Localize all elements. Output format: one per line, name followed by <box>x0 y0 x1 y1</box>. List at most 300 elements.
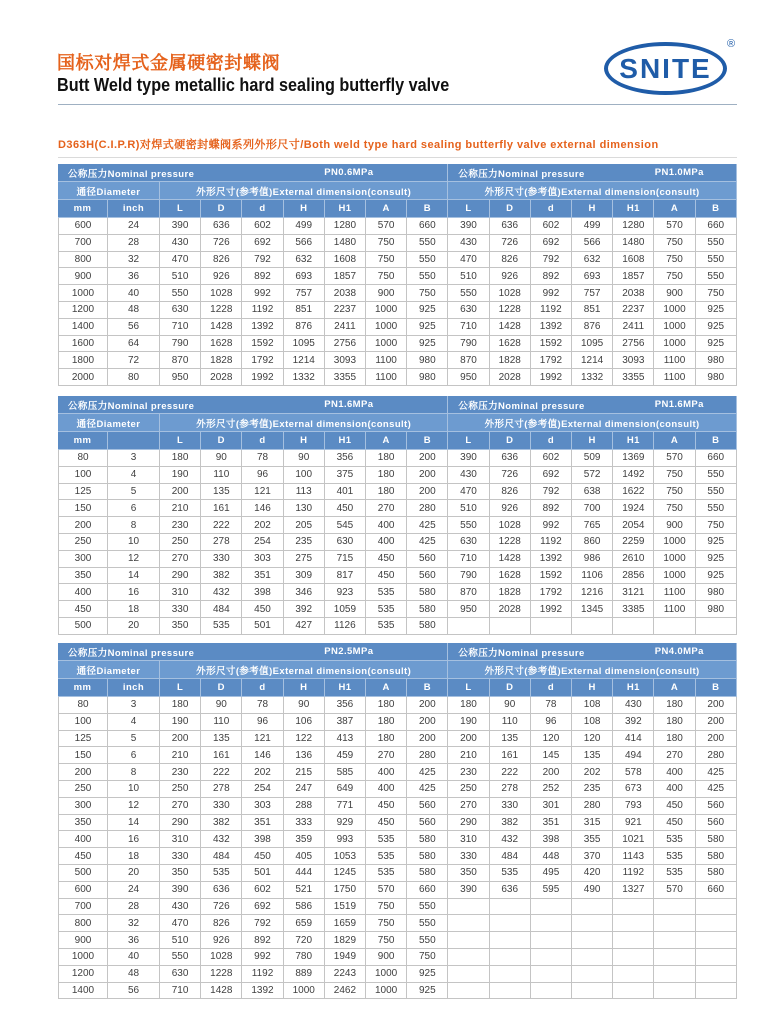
table-cell: 2259 <box>613 534 654 551</box>
pressure-label: 公称压力Nominal pressure <box>458 400 585 412</box>
table-cell: 390 <box>160 218 201 235</box>
table-cell: 1828 <box>490 584 531 601</box>
table-cell <box>613 899 654 916</box>
table-cell: 535 <box>654 831 695 848</box>
table-cell: 726 <box>490 467 531 484</box>
table-cell: 1369 <box>613 450 654 467</box>
table-cell: 1628 <box>201 336 242 353</box>
table-cell: 1332 <box>284 369 325 386</box>
table-cell: 146 <box>242 500 283 517</box>
table-cell: 550 <box>696 268 737 285</box>
table-cell: 351 <box>531 815 572 832</box>
table-cell: 630 <box>160 302 201 319</box>
table-cell: 1828 <box>201 352 242 369</box>
table-cell: 80 <box>58 697 108 714</box>
table-cell: 8 <box>108 764 160 781</box>
table-cell: 250 <box>160 781 201 798</box>
table-cell: 359 <box>284 831 325 848</box>
column-header: L <box>448 432 489 450</box>
table-cell: 550 <box>696 484 737 501</box>
table-cell: 602 <box>531 450 572 467</box>
table-cell <box>490 966 531 983</box>
column-header: B <box>696 200 737 218</box>
table-cell: 1480 <box>325 235 366 252</box>
table-cell: 570 <box>654 450 695 467</box>
table-cell: 1480 <box>613 235 654 252</box>
table-cell: 860 <box>572 534 613 551</box>
table-cell: 390 <box>160 882 201 899</box>
table-cell: 2462 <box>325 983 366 1000</box>
table-cell: 270 <box>160 798 201 815</box>
table-cell: 1659 <box>325 915 366 932</box>
table-cell: 1332 <box>572 369 613 386</box>
table-cell: 108 <box>572 714 613 731</box>
table-cell: 1800 <box>58 352 108 369</box>
table-cell: 12 <box>108 798 160 815</box>
table-cell: 570 <box>654 882 695 899</box>
table-cell: 350 <box>160 618 201 635</box>
table-cell: 649 <box>325 781 366 798</box>
table-cell: 351 <box>242 568 283 585</box>
table-cell: 80 <box>108 369 160 386</box>
table-cell: 1428 <box>490 551 531 568</box>
table-cell: 303 <box>242 551 283 568</box>
table-cell: 110 <box>201 467 242 484</box>
table-cell: 2756 <box>325 336 366 353</box>
table-cell: 700 <box>58 899 108 916</box>
table-cell: 1992 <box>531 601 572 618</box>
table-cell: 510 <box>160 268 201 285</box>
table-cell: 390 <box>448 882 489 899</box>
table-cell: 450 <box>654 798 695 815</box>
table-cell <box>490 915 531 932</box>
table-cell: 150 <box>58 747 108 764</box>
table-cell: 826 <box>201 915 242 932</box>
table-cell: 1000 <box>654 568 695 585</box>
column-header: D <box>490 200 531 218</box>
column-header: A <box>366 432 407 450</box>
table-cell: 190 <box>448 714 489 731</box>
table-cell: 390 <box>448 218 489 235</box>
pressure-label: 公称压力Nominal pressure <box>68 168 195 180</box>
table-cell: 200 <box>58 764 108 781</box>
table-cell: 222 <box>490 764 531 781</box>
table-cell: 4 <box>108 714 160 731</box>
table-cell: 32 <box>108 252 160 269</box>
table-cell: 40 <box>108 949 160 966</box>
table-cell: 414 <box>613 731 654 748</box>
table-cell: 180 <box>366 484 407 501</box>
table-cell: 570 <box>366 882 407 899</box>
column-header: d <box>531 679 572 697</box>
table-cell: 550 <box>696 235 737 252</box>
column-header: d <box>531 200 572 218</box>
table-cell: 200 <box>407 467 448 484</box>
pressure-header <box>58 164 448 182</box>
table-cell: 444 <box>284 865 325 882</box>
column-header: B <box>407 200 448 218</box>
table-cell: 2411 <box>325 319 366 336</box>
table-cell: 200 <box>407 450 448 467</box>
table-cell: 692 <box>242 899 283 916</box>
table-cell: 96 <box>242 714 283 731</box>
table-cell <box>490 899 531 916</box>
table-cell: 18 <box>108 601 160 618</box>
table-cell: 900 <box>654 517 695 534</box>
table-cell <box>531 618 572 635</box>
table-cell: 580 <box>407 831 448 848</box>
table-cell: 1592 <box>242 336 283 353</box>
table-cell: 270 <box>366 747 407 764</box>
table-cell: 726 <box>201 235 242 252</box>
table-cell: 750 <box>407 285 448 302</box>
table-cell: 300 <box>58 798 108 815</box>
table-cell: 1200 <box>58 966 108 983</box>
table-cell: 280 <box>407 500 448 517</box>
table-cell: 1327 <box>613 882 654 899</box>
column-header: A <box>654 200 695 218</box>
table-cell: 550 <box>407 235 448 252</box>
column-header: H <box>572 679 613 697</box>
table-cell: 400 <box>366 517 407 534</box>
table-cell <box>613 949 654 966</box>
table-cell: 400 <box>654 764 695 781</box>
table-cell: 1750 <box>325 882 366 899</box>
pressure-value: PN1.0MPa <box>654 167 704 178</box>
table-cell: 20 <box>108 618 160 635</box>
table-cell: 90 <box>201 697 242 714</box>
table-cell: 500 <box>58 618 108 635</box>
table-cell: 401 <box>325 484 366 501</box>
table-cell: 210 <box>160 747 201 764</box>
table-cell: 710 <box>448 551 489 568</box>
dimension-table-pn25-pn40 <box>58 643 737 999</box>
table-cell: 1028 <box>201 949 242 966</box>
table-cell: 660 <box>696 882 737 899</box>
table-cell: 499 <box>572 218 613 235</box>
table-cell: 400 <box>58 584 108 601</box>
table-cell: 230 <box>448 764 489 781</box>
table-cell <box>531 932 572 949</box>
table-cell <box>613 618 654 635</box>
table-cell: 929 <box>325 815 366 832</box>
table-cell: 180 <box>448 697 489 714</box>
table-cell: 580 <box>696 831 737 848</box>
table-cell: 450 <box>366 815 407 832</box>
table-cell: 450 <box>325 500 366 517</box>
table-cell: 413 <box>325 731 366 748</box>
column-header: B <box>696 432 737 450</box>
table-cell: 2756 <box>613 336 654 353</box>
table-cell <box>654 966 695 983</box>
table-cell: 1200 <box>58 302 108 319</box>
table-cell: 1000 <box>654 302 695 319</box>
table-cell: 330 <box>448 848 489 865</box>
column-header: B <box>407 432 448 450</box>
table-cell: 925 <box>407 319 448 336</box>
table-cell: 382 <box>201 815 242 832</box>
table-cell: 387 <box>325 714 366 731</box>
table-cell: 595 <box>531 882 572 899</box>
table-cell <box>448 983 489 1000</box>
table-cell: 692 <box>531 235 572 252</box>
table-cell: 570 <box>366 218 407 235</box>
table-cell <box>448 618 489 635</box>
table-cell: 180 <box>366 467 407 484</box>
table-cell: 3121 <box>613 584 654 601</box>
table-cell: 1600 <box>58 336 108 353</box>
column-header <box>108 432 160 450</box>
table-cell: 150 <box>58 500 108 517</box>
table-cell <box>613 915 654 932</box>
table-cell: 425 <box>407 764 448 781</box>
table-cell: 210 <box>448 747 489 764</box>
table-cell: 992 <box>531 285 572 302</box>
table-cell: 1280 <box>613 218 654 235</box>
table-cell: 926 <box>490 268 531 285</box>
table-cell: 1100 <box>366 369 407 386</box>
table-cell: 235 <box>572 781 613 798</box>
column-header: inch <box>108 679 160 697</box>
table-cell <box>531 966 572 983</box>
table-cell: 1100 <box>654 584 695 601</box>
table-cell: 392 <box>284 601 325 618</box>
table-cell: 560 <box>696 815 737 832</box>
table-cell: 278 <box>490 781 531 798</box>
table-cell: 1100 <box>654 601 695 618</box>
table-cell: 870 <box>448 584 489 601</box>
table-cell: 200 <box>531 764 572 781</box>
table-cell: 36 <box>108 268 160 285</box>
table-cell: 692 <box>531 467 572 484</box>
table-cell: 1392 <box>242 319 283 336</box>
table-cell: 710 <box>160 319 201 336</box>
table-cell: 490 <box>572 882 613 899</box>
table-cell <box>490 949 531 966</box>
table-cell: 550 <box>407 899 448 916</box>
column-header: H1 <box>613 679 654 697</box>
table-cell: 180 <box>654 714 695 731</box>
table-cell: 1000 <box>366 302 407 319</box>
table-cell: 720 <box>284 932 325 949</box>
table-cell: 301 <box>531 798 572 815</box>
table-cell: 36 <box>108 932 160 949</box>
table-cell: 926 <box>201 932 242 949</box>
pressure-value: PN0.6MPa <box>324 167 374 178</box>
table-cell: 950 <box>448 601 489 618</box>
table-cell: 925 <box>696 336 737 353</box>
table-cell: 1000 <box>58 285 108 302</box>
table-cell: 550 <box>407 932 448 949</box>
table-cell: 113 <box>284 484 325 501</box>
table-cell: 78 <box>242 697 283 714</box>
table-cell <box>572 618 613 635</box>
table-cell: 247 <box>284 781 325 798</box>
table-cell <box>531 949 572 966</box>
pressure-label: 公称压力Nominal pressure <box>458 168 585 180</box>
diameter-header: 通径Diameter <box>58 182 160 200</box>
table-cell: 521 <box>284 882 325 899</box>
table-cell: 215 <box>284 764 325 781</box>
table-cell: 484 <box>490 848 531 865</box>
table-cell: 510 <box>160 932 201 949</box>
table-cell <box>572 899 613 916</box>
table-cell: 750 <box>366 932 407 949</box>
table-cell: 570 <box>654 218 695 235</box>
table-cell: 100 <box>58 467 108 484</box>
table-cell: 356 <box>325 697 366 714</box>
table-cell: 375 <box>325 467 366 484</box>
table-cell: 202 <box>572 764 613 781</box>
table-cell: 10 <box>108 781 160 798</box>
table-cell: 560 <box>407 551 448 568</box>
table-cell: 586 <box>284 899 325 916</box>
table-cell: 600 <box>58 218 108 235</box>
table-cell: 3385 <box>613 601 654 618</box>
table-cell: 1192 <box>242 966 283 983</box>
table-cell: 100 <box>284 467 325 484</box>
table-cell: 580 <box>696 865 737 882</box>
table-cell: 535 <box>366 618 407 635</box>
table-cell: 750 <box>366 899 407 916</box>
table-cell: 792 <box>531 484 572 501</box>
table-cell: 370 <box>572 848 613 865</box>
table-cell: 750 <box>654 484 695 501</box>
table-cell: 90 <box>201 450 242 467</box>
table-cell: 826 <box>490 484 531 501</box>
table-cell: 430 <box>613 697 654 714</box>
dimension-header: 外形尺寸(参考值)External dimension(consult) <box>160 661 448 679</box>
table-cell: 450 <box>58 848 108 865</box>
table-cell: 925 <box>696 319 737 336</box>
table-cell: 1021 <box>613 831 654 848</box>
table-cell: 448 <box>531 848 572 865</box>
table-cell: 161 <box>490 747 531 764</box>
table-cell: 550 <box>407 252 448 269</box>
dimension-table-pn06-pn10 <box>58 164 737 386</box>
pressure-label: 公称压力Nominal pressure <box>68 647 195 659</box>
column-header: D <box>201 200 242 218</box>
table-cell: 1100 <box>654 352 695 369</box>
table-cell: 290 <box>160 815 201 832</box>
column-header: d <box>531 432 572 450</box>
dimension-header: 外形尺寸(参考值)External dimension(consult) <box>448 414 736 432</box>
table-cell: 726 <box>490 235 531 252</box>
table-cell: 425 <box>696 781 737 798</box>
table-cell: 200 <box>448 731 489 748</box>
table-cell: 1608 <box>613 252 654 269</box>
table-cell: 2237 <box>325 302 366 319</box>
table-cell: 950 <box>448 369 489 386</box>
table-cell: 1106 <box>572 568 613 585</box>
table-cell: 430 <box>160 899 201 916</box>
table-cell: 432 <box>201 584 242 601</box>
table-cell: 200 <box>58 517 108 534</box>
table-cell: 926 <box>490 500 531 517</box>
table-cell: 693 <box>572 268 613 285</box>
table-cell: 993 <box>325 831 366 848</box>
table-cell: 535 <box>201 865 242 882</box>
table-cell: 750 <box>696 285 737 302</box>
table-cell <box>654 932 695 949</box>
table-cell: 28 <box>108 235 160 252</box>
table-cell <box>531 915 572 932</box>
table-cell <box>490 983 531 1000</box>
table-cell: 288 <box>284 798 325 815</box>
table-cell: 870 <box>448 352 489 369</box>
table-cell: 400 <box>366 534 407 551</box>
table-cell: 550 <box>696 500 737 517</box>
table-cell <box>572 915 613 932</box>
table-cell: 1592 <box>531 568 572 585</box>
table-cell: 270 <box>160 551 201 568</box>
column-header: H1 <box>325 200 366 218</box>
table-cell: 270 <box>448 798 489 815</box>
table-cell: 800 <box>58 915 108 932</box>
table-cell: 921 <box>613 815 654 832</box>
pressure-value: PN1.6MPa <box>324 399 374 410</box>
table-cell: 550 <box>448 517 489 534</box>
table-cell <box>654 618 695 635</box>
table-cell: 400 <box>366 781 407 798</box>
table-cell: 1028 <box>201 285 242 302</box>
table-cell: 572 <box>572 467 613 484</box>
table-cell: 992 <box>242 285 283 302</box>
table-cell: 560 <box>407 798 448 815</box>
table-cell: 355 <box>572 831 613 848</box>
column-header: d <box>242 432 283 450</box>
table-cell: 580 <box>407 601 448 618</box>
table-cell: 2237 <box>613 302 654 319</box>
table-cell: 1228 <box>201 302 242 319</box>
table-cell: 2411 <box>613 319 654 336</box>
table-cell: 992 <box>531 517 572 534</box>
table-cell: 122 <box>284 731 325 748</box>
table-cell: 585 <box>325 764 366 781</box>
table-cell: 560 <box>407 568 448 585</box>
pressure-value: PN4.0MPa <box>654 646 704 657</box>
table-cell: 108 <box>572 697 613 714</box>
table-cell: 484 <box>201 848 242 865</box>
table-cell: 580 <box>696 848 737 865</box>
table-cell: 1592 <box>531 336 572 353</box>
table-cell: 32 <box>108 915 160 932</box>
table-cell: 600 <box>58 882 108 899</box>
table-cell: 12 <box>108 551 160 568</box>
table-cell: 660 <box>407 882 448 899</box>
table-cell: 636 <box>490 882 531 899</box>
table-cell: 636 <box>201 882 242 899</box>
table-cell: 500 <box>58 865 108 882</box>
table-cell: 235 <box>284 534 325 551</box>
table-cell: 800 <box>58 252 108 269</box>
table-cell: 550 <box>448 285 489 302</box>
dimension-header: 外形尺寸(参考值)External dimension(consult) <box>160 182 448 200</box>
table-cell: 275 <box>284 551 325 568</box>
table-cell: 135 <box>201 731 242 748</box>
table-cell: 545 <box>325 517 366 534</box>
table-cell: 550 <box>696 467 737 484</box>
table-cell: 1100 <box>654 369 695 386</box>
table-cell: 580 <box>407 584 448 601</box>
table-cell: 550 <box>160 285 201 302</box>
table-cell: 790 <box>448 336 489 353</box>
table-cell: 390 <box>448 450 489 467</box>
table-cell: 3355 <box>613 369 654 386</box>
table-cell: 5 <box>108 731 160 748</box>
table-cell: 333 <box>284 815 325 832</box>
table-cell: 300 <box>58 551 108 568</box>
